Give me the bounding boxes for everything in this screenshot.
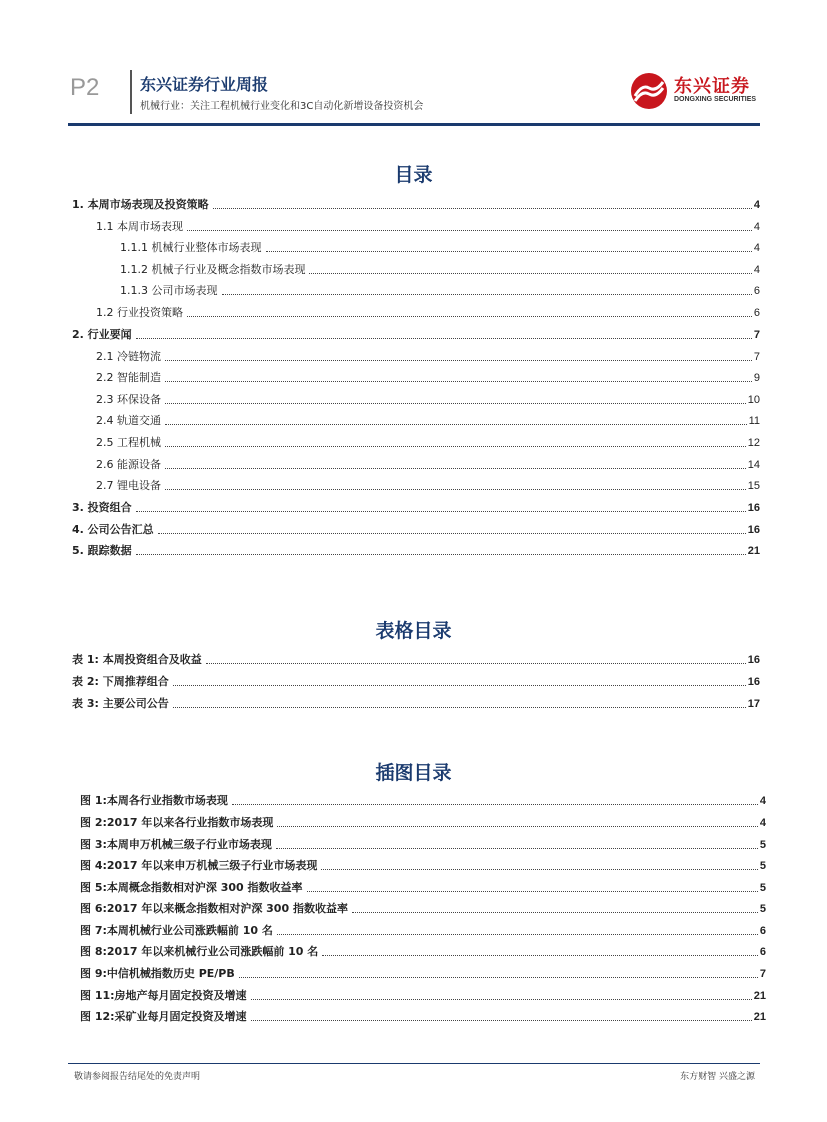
toc-leader-dots (277, 934, 758, 935)
toc-entry[interactable] (96, 434, 760, 450)
toc-leader-dots (222, 294, 752, 295)
toc-leader-dots (165, 360, 752, 361)
toc-entry-page: 17 (747, 698, 760, 710)
toc-entry-label: 表 3: 主要公司公告 (72, 697, 169, 710)
report-subtitle: 机械行业：关注工程机械行业变化和3C自动化新增设备投资机会 (140, 101, 424, 112)
toc-entry[interactable] (96, 304, 760, 320)
report-title: 东兴证券行业周报 (140, 75, 269, 94)
header-divider (130, 70, 132, 114)
toc-entry-label: 图 4:2017 年以来申万机械三级子行业市场表现 (80, 859, 318, 872)
toc-leader-dots (239, 977, 758, 978)
toc-entry[interactable] (96, 412, 760, 428)
toc-entry[interactable] (96, 218, 760, 234)
toc-leader-dots (136, 511, 746, 512)
toc-entry[interactable] (72, 521, 760, 537)
toc-entry-label: 5. 跟踪数据 (72, 544, 132, 557)
toc-entry-label: 1.2 行业投资策略 (96, 306, 183, 319)
toc-entry[interactable] (80, 965, 766, 981)
toc-entry-page: 7 (759, 968, 766, 980)
toc-entry-label: 图 3:本周申万机械三级子行业市场表现 (80, 838, 272, 851)
toc-entry-label: 表 1: 本周投资组合及收益 (72, 653, 202, 666)
toc-entry-label: 图 7:本周机械行业公司涨跌幅前 10 名 (80, 924, 273, 937)
toc-entry-page: 6 (753, 285, 760, 297)
toc-entry[interactable] (80, 1008, 766, 1024)
toc-leader-dots (173, 707, 746, 708)
toc-leader-dots (277, 826, 758, 827)
toc-entry-page: 4 (753, 264, 760, 276)
toc-leader-dots (266, 251, 752, 252)
toc-entry-label: 1.1.1 机械行业整体市场表现 (120, 241, 262, 254)
toc-entry-page: 4 (753, 221, 760, 233)
toc-entry-label: 图 11:房地产每月固定投资及增速 (80, 989, 247, 1002)
toc-entry-page: 6 (759, 946, 766, 958)
footer-slogan: 东方财智 兴盛之源 (680, 1072, 755, 1082)
toc-entry[interactable] (72, 673, 760, 689)
logo-english-name: DONGXING SECURITIES (674, 96, 757, 103)
toc-entry-label: 图 5:本周概念指数相对沪深 300 指数收益率 (80, 881, 303, 894)
toc-entry[interactable] (120, 282, 760, 298)
toc-leader-dots (165, 489, 746, 490)
toc-leader-dots (173, 685, 746, 686)
header-rule (68, 123, 760, 126)
toc-entry-label: 图 12:采矿业每月固定投资及增速 (80, 1010, 247, 1023)
toc-leader-dots (251, 1020, 752, 1021)
toc-entry-page: 21 (747, 545, 760, 557)
toc-entry-label: 2.1 冷链物流 (96, 350, 161, 363)
toc-leader-dots (158, 533, 746, 534)
toc-leader-dots (187, 316, 752, 317)
toc-leader-dots (321, 869, 758, 870)
toc-leader-dots (187, 230, 752, 231)
toc-entry[interactable] (96, 391, 760, 407)
toc-entry-label: 4. 公司公告汇总 (72, 523, 154, 536)
toc-entry-page: 7 (753, 351, 760, 363)
page-number: P2 (70, 74, 100, 101)
toc-entry[interactable] (80, 857, 766, 873)
toc-entry[interactable] (80, 814, 766, 830)
toc-leader-dots (307, 891, 758, 892)
toc-entry-label: 3. 投资组合 (72, 501, 132, 514)
toc-leader-dots (165, 424, 747, 425)
toc-leader-dots (213, 208, 752, 209)
toc-entry-label: 1.1.2 机械子行业及概念指数市场表现 (120, 263, 306, 276)
toc-entry-page: 5 (759, 839, 766, 851)
toc-entry[interactable] (96, 369, 760, 385)
toc-entry-page: 6 (753, 307, 760, 319)
toc-entry-page: 16 (747, 524, 760, 536)
toc-leader-dots (165, 381, 752, 382)
toc-entry-label: 2.3 环保设备 (96, 393, 161, 406)
toc-leader-dots (206, 663, 746, 664)
toc-entry-page: 5 (759, 882, 766, 894)
toc-leader-dots (352, 912, 758, 913)
toc-entry-page: 4 (759, 817, 766, 829)
footer-disclaimer: 敬请参阅报告结尾处的免责声明 (74, 1072, 201, 1082)
footer-rule (68, 1063, 760, 1064)
toc-entry-label: 图 8:2017 年以来机械行业公司涨跌幅前 10 名 (80, 945, 319, 958)
toc-entry-label: 2.5 工程机械 (96, 436, 161, 449)
toc-leader-dots (251, 999, 752, 1000)
toc-entry[interactable] (72, 542, 760, 558)
toc-entry[interactable] (72, 651, 760, 667)
toc-entry-page: 11 (748, 415, 760, 427)
tables-toc-heading: 表格目录 (375, 620, 452, 642)
toc-entry[interactable] (80, 792, 766, 808)
toc-leader-dots (165, 403, 746, 404)
toc-entry-page: 5 (759, 903, 766, 915)
toc-leader-dots (276, 848, 758, 849)
toc-entry[interactable] (96, 348, 760, 364)
toc-leader-dots (309, 273, 751, 274)
toc-entry[interactable] (72, 499, 760, 515)
toc-entry-page: 6 (759, 925, 766, 937)
toc-heading: 目录 (394, 164, 433, 186)
toc-entry-label: 表 2: 下周推荐组合 (72, 675, 169, 688)
toc-entry-label: 1. 本周市场表现及投资策略 (72, 198, 209, 211)
toc-entry-label: 图 9:中信机械指数历史 PE/PB (80, 967, 235, 980)
logo-mark-icon (630, 72, 668, 110)
toc-leader-dots (136, 338, 752, 339)
toc-entry-label: 图 1:本周各行业指数市场表现 (80, 794, 228, 807)
logo-chinese-name: 东兴证券 (674, 76, 750, 97)
toc-entry[interactable] (72, 196, 760, 212)
toc-entry-label: 图 2:2017 年以来各行业指数市场表现 (80, 816, 274, 829)
toc-entry[interactable] (96, 477, 760, 493)
toc-entry[interactable] (80, 987, 766, 1003)
toc-entry-label: 2.7 锂电设备 (96, 479, 161, 492)
toc-leader-dots (136, 554, 746, 555)
toc-entry[interactable] (80, 943, 766, 959)
toc-entry[interactable] (120, 239, 760, 255)
toc-entry[interactable] (96, 456, 760, 472)
toc-entry[interactable] (72, 695, 760, 711)
toc-leader-dots (165, 446, 746, 447)
toc-entry-label: 2.2 智能制造 (96, 371, 161, 384)
toc-entry-label: 2. 行业要闻 (72, 328, 132, 341)
toc-entry[interactable] (72, 326, 760, 342)
toc-entry[interactable] (80, 900, 766, 916)
toc-entry-label: 1.1.3 公司市场表现 (120, 284, 218, 297)
toc-entry-page: 10 (747, 394, 760, 406)
toc-entry-page: 7 (753, 329, 760, 341)
toc-leader-dots (322, 955, 758, 956)
toc-entry-page: 4 (753, 199, 760, 211)
toc-entry-label: 图 6:2017 年以来概念指数相对沪深 300 指数收益率 (80, 902, 348, 915)
toc-entry-page: 14 (747, 459, 760, 471)
toc-entry-label: 1.1 本周市场表现 (96, 220, 183, 233)
toc-entry-page: 9 (753, 372, 760, 384)
toc-entry-label: 2.4 轨道交通 (96, 414, 161, 427)
toc-entry-page: 16 (747, 502, 760, 514)
toc-entry-page: 12 (747, 437, 760, 449)
toc-entry-label: 2.6 能源设备 (96, 458, 161, 471)
toc-entry-page: 4 (759, 795, 766, 807)
toc-entry-page: 4 (753, 242, 760, 254)
company-logo (630, 70, 760, 116)
toc-entry[interactable] (120, 261, 760, 277)
toc-entry[interactable] (80, 836, 766, 852)
toc-entry-page: 5 (759, 860, 766, 872)
toc-entry[interactable] (80, 922, 766, 938)
toc-entry-page: 21 (753, 990, 766, 1002)
toc-entry-page: 21 (753, 1011, 766, 1023)
toc-entry-page: 15 (747, 480, 760, 492)
toc-entry-page: 16 (747, 654, 760, 666)
toc-leader-dots (232, 804, 758, 805)
toc-entry[interactable] (80, 879, 766, 895)
toc-entry-page: 16 (747, 676, 760, 688)
figures-toc-heading: 插图目录 (375, 762, 452, 784)
toc-leader-dots (165, 468, 746, 469)
